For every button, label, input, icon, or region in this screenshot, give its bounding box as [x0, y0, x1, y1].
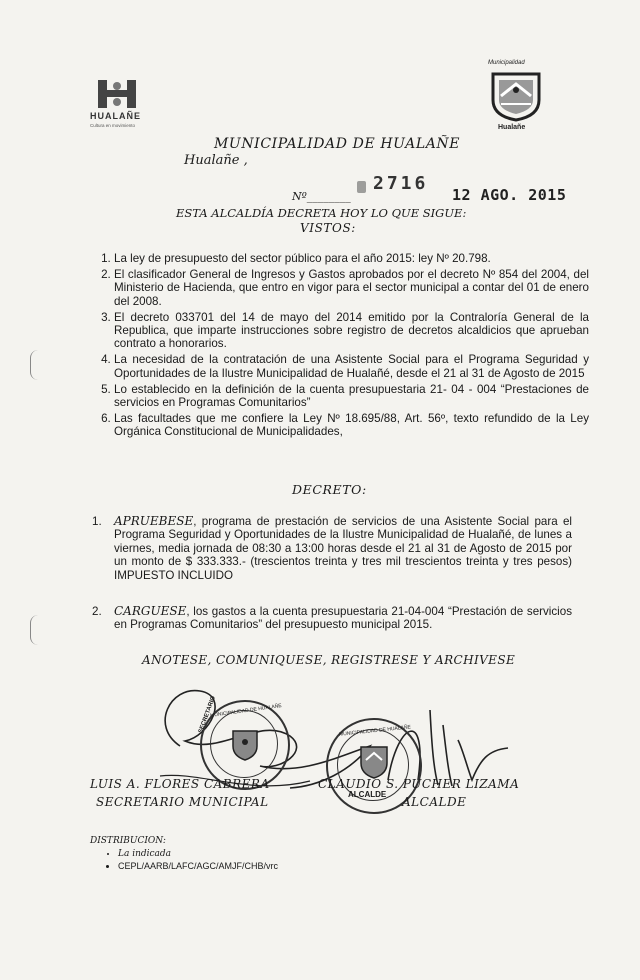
vistos-list: [92, 252, 589, 442]
distribution-item: • La indicada: [118, 848, 278, 860]
decreta-line: ESTA ALCALDÍA DECRETA HOY LO QUE SIGUE:: [176, 206, 467, 220]
decreto-keyword: APRUEBESE: [114, 514, 194, 528]
stamp-crest-icon: [230, 728, 260, 762]
decree-number-label: Nº________: [292, 190, 351, 203]
date-stamp: 12 AGO. 2015: [452, 186, 567, 204]
stamp-side-text: SECRETARIO: [198, 695, 217, 735]
municipal-crest: [484, 60, 548, 136]
vistos-item: 1. La ley de presupuesto del sector público para el año 2015: ley Nº 20.798.: [114, 252, 589, 265]
margin-mark: [30, 615, 41, 645]
decree-number-stamp-mark: [357, 181, 366, 193]
logo-tagline: Cultura en movimiento: [90, 123, 136, 128]
mayor-title: ALCALDE: [402, 795, 467, 809]
decreto-keyword: CARGUESE: [114, 604, 187, 618]
decreto-item-number: 1.: [92, 515, 102, 528]
stamp-crest-icon: [358, 744, 390, 780]
crest-bottom-text: Hualañe: [498, 124, 526, 131]
vistos-item: 6. Las facultades que me confiere la Ley Nº 18.695/88, Art. 56º, texto refundido de la Ley Orgánica Constitucional de Municipalidades,: [114, 412, 589, 438]
logo-name: HUALAÑE: [90, 111, 141, 121]
decreto-item-text: , programa de prestación de servicios de una Asistente Social para el Programa Seguridad y Oportunidades de la Ilustre Municipalidad de Hualañé, de lunes a viernes, media jornada de 08:30 a 13:00 horas desde el 21 al 31 de Agosto de 2015 por un monto de $ 333.333.- (trescientos treinta y tres mil trescientos treinta y tres pesos) IMPUESTO INCLUIDO: [114, 515, 572, 582]
decreto-item-text: , los gastos a la cuenta presupuestaria 21-04-004 “Prestación de servicios en Programas Comunitarios” del presupuesto municipal 2015.: [114, 605, 572, 632]
stamp-ring-text: MUNICIPALIDAD DE HUALAÑE: [338, 724, 412, 738]
distribution-label: DISTRIBUCION:: [90, 836, 166, 846]
hualane-logo-icon: [96, 78, 138, 110]
secretary-title: SECRETARIO MUNICIPAL: [96, 795, 269, 809]
closing-line: ANOTESE, COMUNIQUESE, REGISTRESE Y ARCHIVESE: [142, 653, 516, 667]
margin-mark: [30, 350, 41, 380]
crest-icon: [487, 70, 545, 122]
vistos-item: 2. El clasificador General de Ingresos y Gastos aprobados por el decreto Nº 854 del 2004, del Ministerio de Hacienda, que entro en vigor para el sector municipal a contar del 01 de enero del 2008.: [114, 268, 589, 308]
decreto-item-2: [92, 605, 572, 632]
distribution-list: [104, 848, 278, 872]
page-title: MUNICIPALIDAD DE HUALAÑE: [214, 136, 461, 152]
decreto-item-1: [92, 515, 572, 582]
decreto-heading: DECRETO:: [292, 482, 367, 497]
vistos-item: 4. La necesidad de la contratación de una Asistente Social para el Programa Seguridad y Oportunidades de la Ilustre Municipalidad de Hualañé, desde el 21 al 31 de Agosto de 2015: [114, 353, 589, 379]
vistos-item: 5. Lo establecido en la definición de la cuenta presupuestaria 21- 04 - 004 “Prestaciones de servicios en Programas Comunitarios”: [114, 383, 589, 409]
vistos-heading: VISTOS:: [300, 221, 356, 235]
stamp-bottom-text: ALCALDE: [348, 790, 387, 799]
hualane-logo: [90, 78, 150, 134]
secretary-name: LUIS A. FLORES CABRERA: [90, 777, 270, 791]
mayor-name: CLAUDIO S. PUCHER LIZAMA: [318, 777, 520, 791]
decreto-item-number: 2.: [92, 605, 102, 618]
crest-top-text: Municipalidad: [488, 60, 525, 66]
decree-number: 2716: [373, 173, 429, 194]
stamp-ring-text: MUNICIPALIDAD DE HUALAÑE: [209, 703, 283, 719]
distribution-item: • CEPL/AARB/LAFC/AGC/AMJF/CHB/vrc: [118, 860, 278, 872]
city-line: Hualañe ,: [184, 153, 248, 168]
vistos-item: 3. El decreto 033701 del 14 de mayo del 2014 emitido por la Contraloría General de la Republica, que imparte instrucciones sobre registro de decretos alcaldicios que aprueban contrato a honorarios.: [114, 311, 589, 351]
